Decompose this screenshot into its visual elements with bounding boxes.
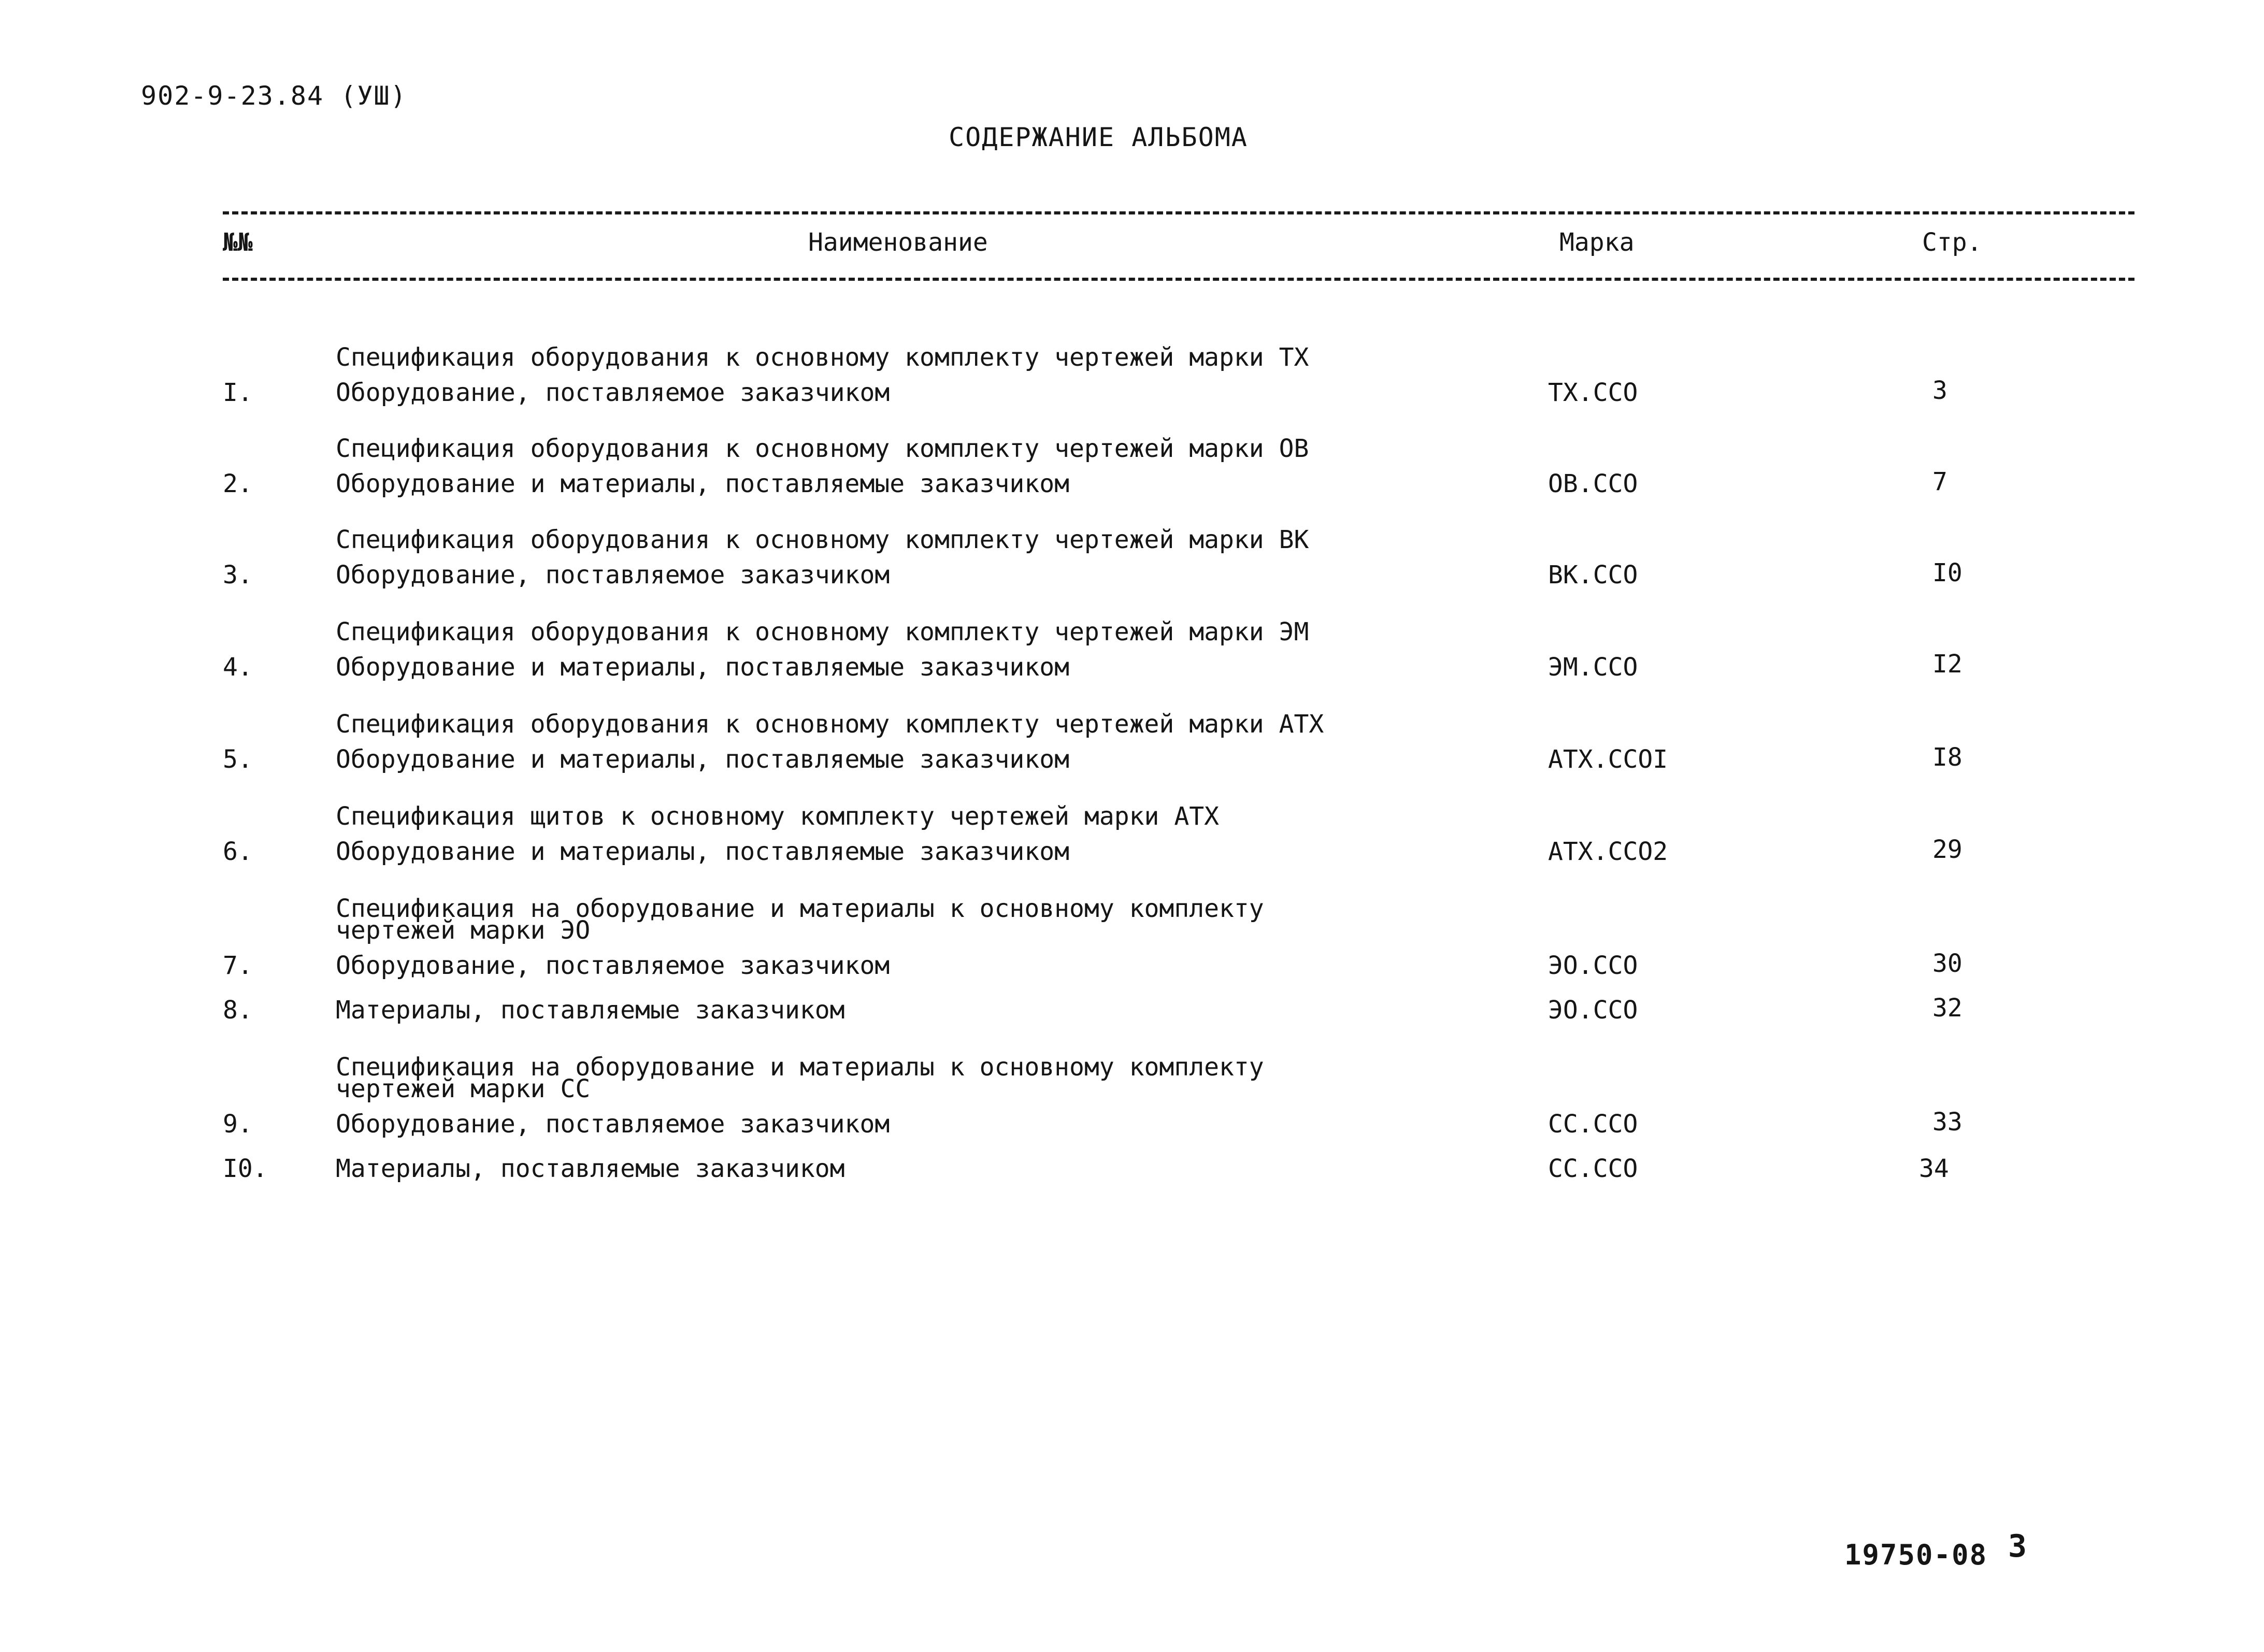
row-page: I8 — [1932, 743, 1962, 772]
row-mark: ЭО.ССО — [1548, 951, 1638, 980]
row-page: 30 — [1932, 949, 1962, 978]
row-page: 7 — [1932, 467, 1947, 496]
row-number: I0. — [223, 1154, 268, 1183]
row-name: Оборудование и материалы, поставляемые заказчиком — [336, 745, 1070, 774]
group-heading: Спецификация оборудования к основному комплекту чертежей марки ОВ — [336, 434, 1309, 463]
row-mark: ТХ.ССО — [1548, 378, 1638, 407]
row-name: Оборудование и материалы, поставляемые заказчиком — [336, 653, 1070, 682]
group-heading: Спецификация на оборудование и материалы к основному комплекту — [336, 1053, 1264, 1082]
row-name: Оборудование, поставляемое заказчиком — [336, 378, 890, 407]
row-number: 2. — [223, 469, 253, 498]
row-page: 34 — [1919, 1154, 1949, 1183]
row-mark: АТХ.ССО2 — [1548, 837, 1668, 866]
row-name: Материалы, поставляемые заказчиком — [336, 1154, 845, 1183]
row-name: Оборудование, поставляемое заказчиком — [336, 1110, 890, 1139]
row-number: 3. — [223, 561, 253, 590]
page-number: 3 — [2008, 1528, 2027, 1564]
row-mark: СС.ССО — [1548, 1110, 1638, 1139]
row-number: 8. — [223, 996, 253, 1025]
row-page: 33 — [1932, 1108, 1962, 1137]
row-number: I. — [223, 378, 253, 407]
row-name: Материалы, поставляемые заказчиком — [336, 996, 845, 1025]
row-mark: ЭМ.ССО — [1548, 653, 1638, 682]
table-header-top-rule — [223, 211, 2134, 214]
row-page: 29 — [1932, 835, 1962, 864]
row-mark: ВК.ССО — [1548, 561, 1638, 590]
row-number: 7. — [223, 951, 253, 980]
row-name: Оборудование, поставляемое заказчиком — [336, 951, 890, 980]
row-page: I2 — [1932, 650, 1962, 679]
group-heading: Спецификация оборудования к основному комплекту чертежей марки АТХ — [336, 710, 1324, 739]
row-name: Оборудование и материалы, поставляемые заказчиком — [336, 469, 1070, 498]
group-heading: Спецификация щитов к основному комплекту чертежей марки АТХ — [336, 802, 1220, 831]
row-number: 5. — [223, 745, 253, 774]
row-name: Оборудование и материалы, поставляемые заказчиком — [336, 837, 1070, 866]
document-code: 902-9-23.84 (УШ) — [141, 81, 407, 111]
row-mark: ЭО.ССО — [1548, 996, 1638, 1025]
page-title: СОДЕРЖАНИЕ АЛЬБОМА — [949, 122, 1248, 152]
column-header-mark: Марка — [1559, 228, 1635, 257]
row-name: Оборудование, поставляемое заказчиком — [336, 561, 890, 590]
group-heading: Спецификация оборудования к основному комплекту чертежей марки ВК — [336, 525, 1309, 554]
archive-number: 19750-08 — [1844, 1539, 1988, 1571]
group-heading: Спецификация на оборудование и материалы к основному комплекту — [336, 894, 1264, 923]
row-number: 4. — [223, 653, 253, 682]
row-page: 32 — [1932, 994, 1962, 1023]
column-header-number: №№ — [223, 228, 253, 257]
row-mark: СС.ССО — [1548, 1154, 1638, 1183]
row-mark: АТХ.ССОI — [1548, 745, 1668, 774]
column-header-name: Наименование — [808, 228, 988, 257]
column-header-page: Стр. — [1922, 228, 1982, 257]
row-page: I0 — [1932, 558, 1962, 587]
row-number: 6. — [223, 837, 253, 866]
table-header-bottom-rule — [223, 278, 2134, 281]
row-mark: ОВ.ССО — [1548, 469, 1638, 498]
group-heading: Спецификация оборудования к основному комплекту чертежей марки ЭМ — [336, 617, 1309, 647]
row-number: 9. — [223, 1110, 253, 1139]
row-page: 3 — [1932, 376, 1947, 405]
group-heading: Спецификация оборудования к основному комплекту чертежей марки ТХ — [336, 343, 1309, 372]
group-heading: чертежей марки СС — [336, 1074, 591, 1103]
group-heading: чертежей марки ЭО — [336, 916, 591, 945]
